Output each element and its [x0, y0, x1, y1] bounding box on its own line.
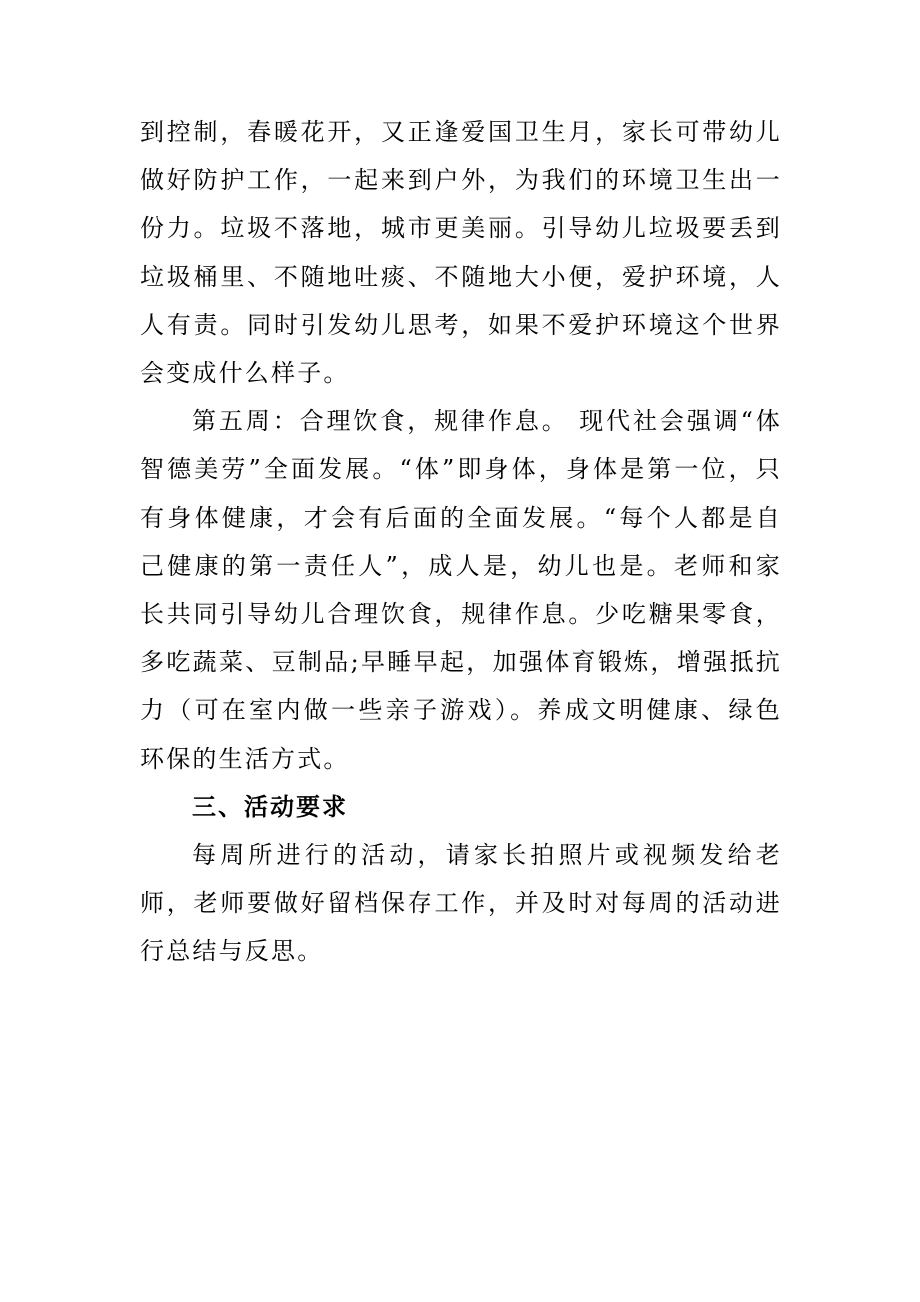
section-heading-requirements: 三、活动要求: [192, 792, 348, 821]
paragraph-environment: 到控制，春暖花开，又正逢爱国卫生月，家长可带幼儿做好防护工作，一起来到户外，为我们的环境卫生出一份力。垃圾不落地，城市更美丽。引导幼儿垃圾要丢到垃圾桶里、不随地吐痰、不随地大小便，爱护环境，人人有责。同时引发幼儿思考，如果不爱护环境这个世界会变成什么样子。: [140, 118, 782, 388]
paragraph-week-five: 第五周：合理饮食，规律作息。 现代社会强调“体智德美劳”全面发展。“体”即身体，身体是第一位，只有身体健康，才会有后面的全面发展。“每个人都是自己健康的第一责任人”，成人是，幼儿也是。老师和家长共同引导幼儿合理饮食，规律作息。少吃糖果零食，多吃蔬菜、豆制品;早睡早起，加强体育锻炼，增强抵抗力（可在室内做一些亲子游戏）。养成文明健康、绿色环保的生活方式。: [140, 407, 782, 773]
paragraph-requirements: 每周所进行的活动，请家长拍照片或视频发给老师，老师要做好留档保存工作，并及时对每周的活动进行总结与反思。: [140, 841, 782, 966]
document-body: [140, 108, 782, 976]
